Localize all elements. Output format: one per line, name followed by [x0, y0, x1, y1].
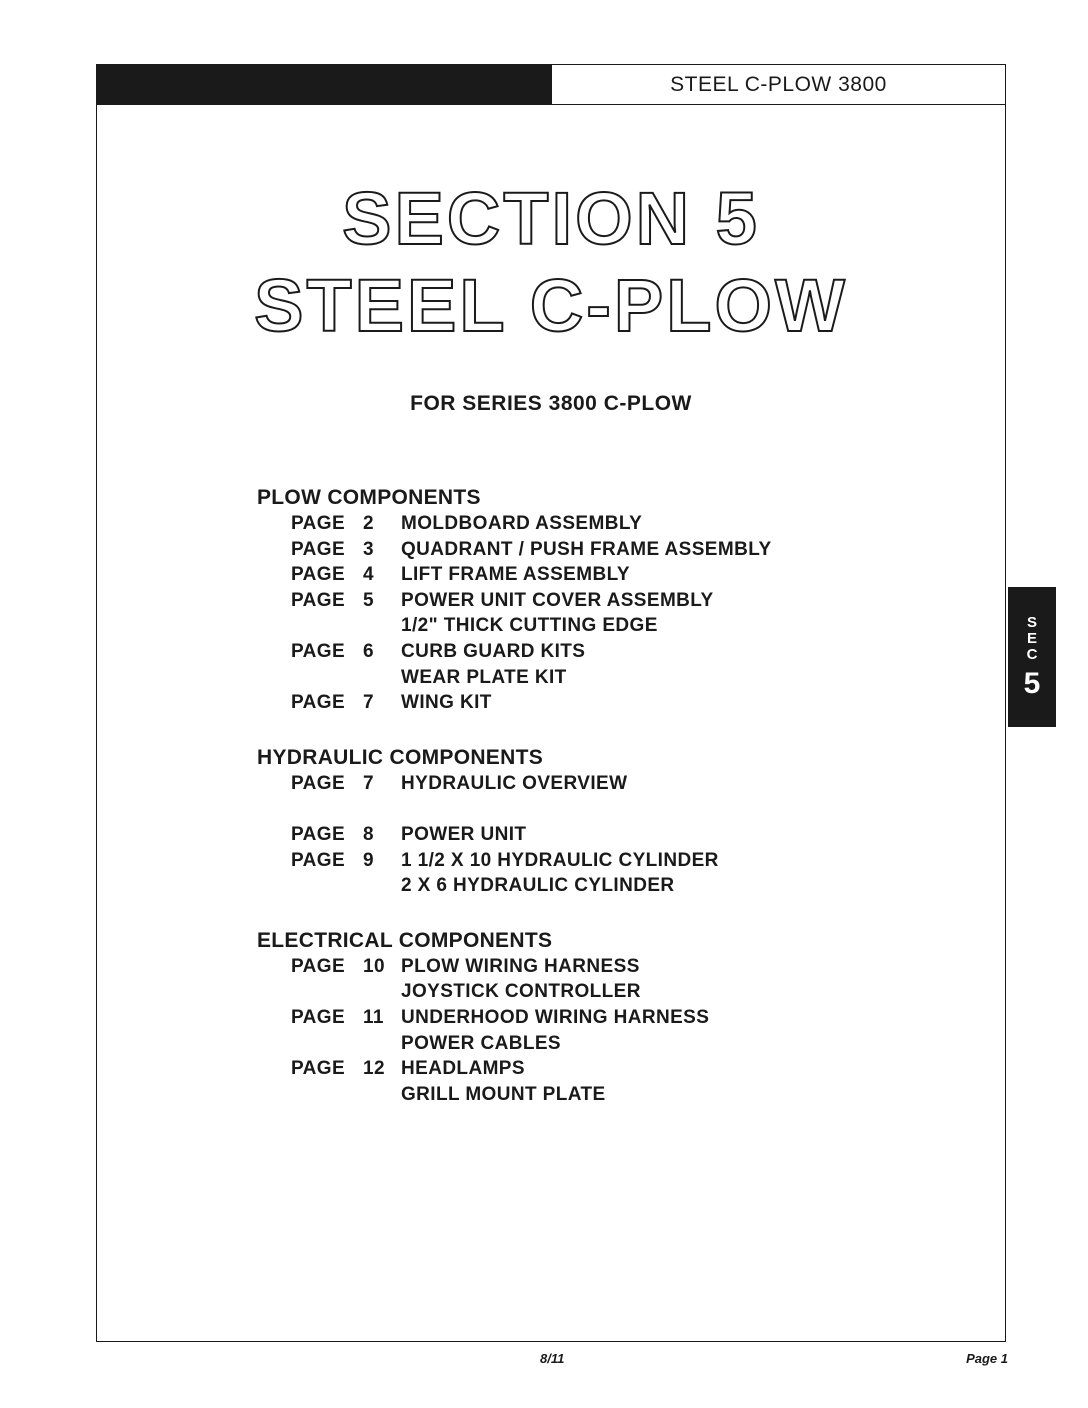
- page-number: 3: [363, 538, 374, 560]
- page-number: 8: [363, 823, 374, 845]
- page-label: PAGE: [291, 692, 346, 714]
- toc-entry: POWER CABLES: [401, 1032, 561, 1054]
- page-label: PAGE: [291, 564, 346, 586]
- toc-row: [257, 537, 897, 563]
- page-number: 12: [363, 1058, 385, 1080]
- section-tab[interactable]: [1008, 587, 1056, 727]
- toc-entry: POWER UNIT COVER ASSEMBLY: [401, 589, 714, 611]
- toc-row: [257, 511, 897, 537]
- tab-letter: S: [1026, 614, 1037, 631]
- page-label: PAGE: [291, 1058, 346, 1080]
- toc-entry: MOLDBOARD ASSEMBLY: [401, 513, 643, 534]
- toc-entry: JOYSTICK CONTROLLER: [401, 981, 641, 1003]
- page-label: PAGE: [291, 955, 346, 977]
- toc-row: [257, 822, 897, 848]
- page-label: PAGE: [291, 823, 346, 845]
- toc-row: [257, 954, 897, 980]
- page-number: 6: [363, 640, 374, 662]
- toc-row: [257, 1005, 897, 1031]
- page-number: 4: [363, 564, 374, 586]
- toc-row: [257, 771, 897, 797]
- page-label: PAGE: [291, 640, 346, 662]
- footer-date: 8/11: [540, 1351, 565, 1366]
- toc-row: [257, 848, 897, 874]
- toc-heading-plow: PLOW COMPONENTS: [257, 486, 481, 509]
- toc-entry: WING KIT: [401, 692, 492, 714]
- toc-row: [257, 690, 897, 716]
- toc-entry: PLOW WIRING HARNESS: [401, 955, 640, 977]
- page-number: 7: [363, 692, 374, 714]
- toc-row: [257, 613, 897, 639]
- page-number: 9: [363, 849, 374, 871]
- toc-entry: POWER UNIT: [401, 823, 527, 845]
- toc-entry: GRILL MOUNT PLATE: [401, 1083, 606, 1105]
- page-label: PAGE: [291, 1006, 346, 1028]
- toc-row: [257, 639, 897, 665]
- section-subtitle-title: STEEL C-PLOW: [254, 264, 848, 347]
- toc-row: [257, 873, 897, 899]
- toc-entry: UNDERHOOD WIRING HARNESS: [401, 1006, 710, 1028]
- toc-row: [257, 665, 897, 691]
- page-number: 2: [363, 513, 374, 534]
- footer-page-number: Page 1: [966, 1351, 1008, 1366]
- page-label: PAGE: [291, 538, 346, 560]
- toc-entry: HEADLAMPS: [401, 1058, 525, 1080]
- toc-entry: WEAR PLATE KIT: [401, 666, 567, 688]
- section-title: SECTION 5: [342, 177, 760, 260]
- toc-row: [257, 1031, 897, 1057]
- table-of-contents: [257, 485, 897, 1107]
- page-number: 5: [363, 589, 374, 611]
- page-number: 11: [363, 1006, 384, 1028]
- toc-row: [257, 588, 897, 614]
- series-subtitle: FOR SERIES 3800 C-PLOW: [410, 392, 692, 415]
- page-frame: [96, 64, 1006, 1342]
- page-number: 10: [363, 955, 385, 977]
- toc-entry: CURB GUARD KITS: [401, 640, 586, 662]
- tab-letter: C: [1026, 646, 1038, 663]
- header-title: STEEL C-PLOW 3800: [552, 65, 1005, 105]
- page-label: PAGE: [291, 513, 346, 534]
- toc-entry: 2 X 6 HYDRAULIC CYLINDER: [401, 875, 675, 897]
- toc-entry: 1/2" THICK CUTTING EDGE: [401, 615, 658, 637]
- toc-entry: HYDRAULIC OVERVIEW: [401, 772, 628, 794]
- tab-number: 5: [1023, 667, 1041, 700]
- tab-letter: E: [1026, 630, 1037, 647]
- toc-entry: 1 1/2 X 10 HYDRAULIC CYLINDER: [401, 849, 719, 871]
- page-label: PAGE: [291, 849, 346, 871]
- page-number: 7: [363, 772, 374, 794]
- toc-heading-electrical: ELECTRICAL COMPONENTS: [257, 928, 553, 952]
- toc-entry: LIFT FRAME ASSEMBLY: [401, 564, 630, 586]
- page-label: PAGE: [291, 589, 346, 611]
- toc-row: [257, 979, 897, 1005]
- toc-entry: QUADRANT / PUSH FRAME ASSEMBLY: [401, 538, 772, 560]
- page-label: PAGE: [291, 772, 346, 794]
- toc-row: [257, 562, 897, 588]
- toc-row: [257, 1056, 897, 1082]
- toc-row: [257, 1082, 897, 1108]
- toc-heading-hydraulic: HYDRAULIC COMPONENTS: [257, 745, 544, 769]
- header-black-bar: [97, 65, 552, 105]
